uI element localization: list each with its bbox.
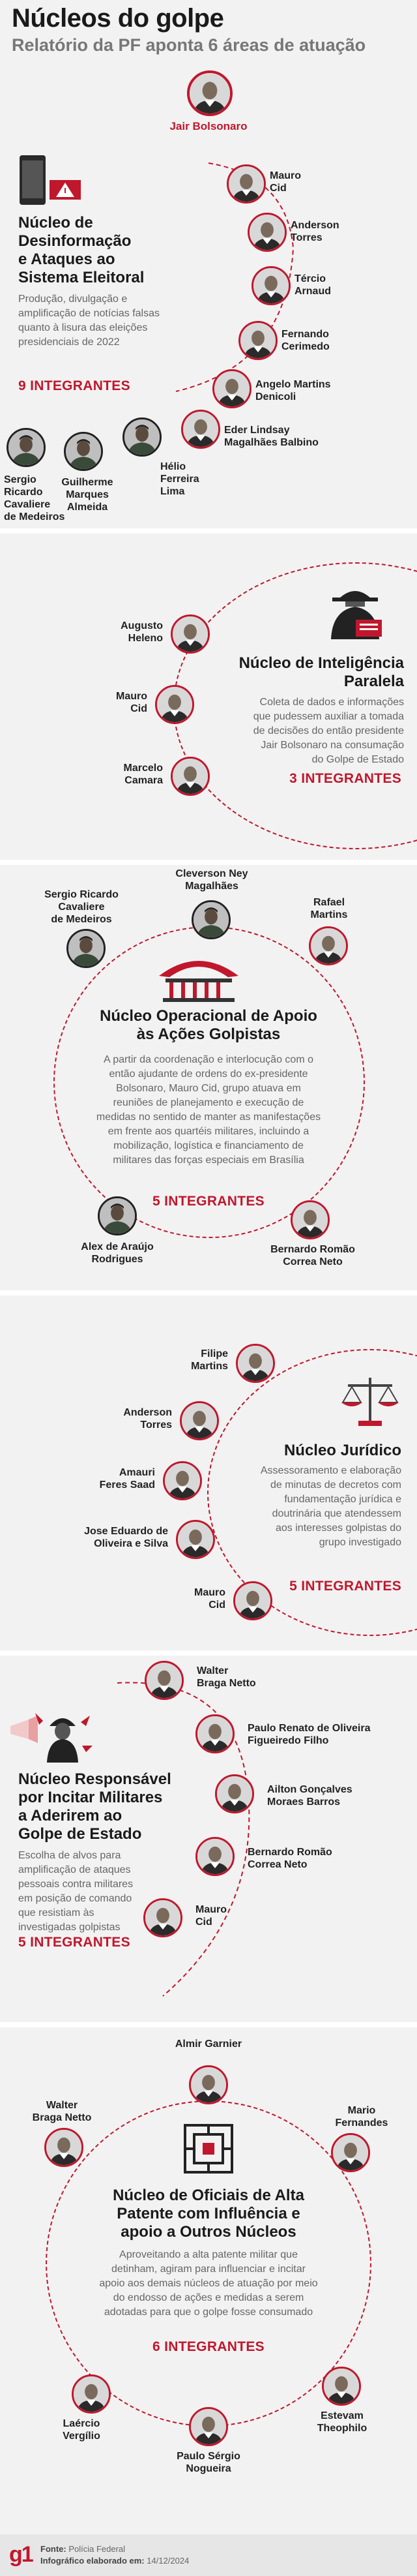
avatar-jose-eduardo-silva [176,1520,215,1559]
member-name: Ailton Gonçalves Moraes Barros [267,1784,352,1808]
nucleo-6-description: Aproveitando a alta patente militar que detinham, agiram para influenciar e incitar apoio aos demais núcleos de atuação por meio do endosso de ações e medidas a serem adotadas para que o golpe fosse consumado [99,2249,318,2318]
avatar-rafael-martins [309,926,348,965]
avatar-bernardo-correa-neto [291,1200,330,1239]
avatar-anderson-torres [248,213,287,252]
member-name: Amauri Feres Saad [99,1467,155,1491]
spy-icon [319,581,391,639]
member-name: Anderson Torres [123,1407,172,1431]
member-name: Mauro Cid [116,691,147,714]
member-name: Fernando Cerimedo [281,329,330,352]
avatar-bernardo-correa-neto [195,1837,235,1876]
scales-of-justice-icon [339,1374,401,1429]
avatar-walter-braga-netto [44,2128,83,2167]
nucleo-3-title: Núcleo Operacional de Apoio às Ações Golpistas [100,1007,317,1043]
avatar-mario-fernandes [331,2133,370,2172]
avatar-mauro-cid [143,1898,182,1937]
member-name: Eder Lindsay Magalhães Balbino [224,425,319,448]
member-name: Paulo Sérgio Nogueira [177,2451,240,2474]
member-name: Jose Eduardo de Oliveira e Silva [84,1526,168,1549]
portrait-icon [190,73,230,114]
nucleo-2-title: Núcleo de Inteligência Paralela [238,654,404,690]
member-name: Guilherme Marques Almeida [61,477,113,513]
nucleo-6-title: Núcleo de Oficiais de Alta Patente com Influência e apoio a Outros Núcleos [113,2187,304,2241]
avatar-laercio-vergilio [72,2374,111,2414]
member-name: Mauro Cid [194,1587,225,1611]
member-name: Hélio Ferreira Lima [160,461,199,497]
member-name: Paulo Renato de Oliveira Figueiredo Filho [248,1723,371,1746]
section-divider [0,2022,417,2027]
avatar-angelo-denicoli [212,369,252,408]
nucleo-5-title: Núcleo Responsável por Incitar Militares a Aderirem ao Golpe de Estado [18,1770,171,1843]
member-name: Anderson Torres [291,220,339,243]
avatar-sergio-medeiros [66,929,106,968]
member-name: Filipe Martins [191,1348,228,1372]
member-name: Marcelo Camara [123,763,163,786]
avatar-filipe-martins [236,1344,275,1383]
member-name: Angelo Martins Denicoli [255,379,331,402]
avatar-amauri-saad [163,1461,202,1500]
member-name: Mauro Cid [195,1904,227,1928]
avatar-anderson-torres [180,1401,219,1440]
avatar-mauro-cid [155,685,194,724]
nucleo-1-count: 9 INTEGRANTES [18,378,130,393]
member-name: Augusto Heleno [121,620,163,644]
avatar-jair-bolsonaro [187,70,233,116]
megaphone-soldier-icon [9,1706,94,1763]
member-name: Almir Garnier [175,2038,242,2050]
nucleo-4-count: 5 INTEGRANTES [289,1579,401,1594]
page-title: Núcleos do golpe [12,4,224,33]
avatar-paulo-sergio-nogueira [189,2407,228,2446]
avatar-mauro-cid [227,164,266,204]
avatar-ailton-barros [215,1774,254,1813]
avatar-almir-garnier [189,2065,228,2104]
nucleo-1-title: Núcleo de Desinformação e Ataques ao Sistema Eleitoral [18,214,145,286]
page-subtitle: Relatório da PF aponta 6 áreas de atuação [12,35,366,55]
avatar-fernando-cerimedo [238,321,278,360]
member-name: Laércio Vergílio [63,2418,100,2442]
nucleo-4-title: Núcleo Jurídico [283,1442,401,1459]
government-building-icon [156,950,241,1002]
member-name: Estevam Theophilo [317,2410,367,2434]
avatar-marcelo-camara [171,757,210,796]
nucleo-2-count: 3 INTEGRANTES [289,771,401,786]
footer-credit: Infográfico elaborado em: 14/12/2024 [40,2556,190,2566]
top-name: Jair Bolsonaro [169,120,248,132]
member-name: Walter Braga Netto [32,2100,92,2123]
nucleo-2-description: Coleta de dados e informações que pudessem auxiliar a tomada de decisões do então presidente Jair Bolsonaro na consumação do Golpe de Estado [253,697,404,765]
avatar-paulo-figueiredo-filho [195,1714,235,1753]
avatar-mauro-cid [233,1581,272,1620]
nucleo-6-count: 6 INTEGRANTES [152,2339,265,2354]
member-name: Rafael Martins [310,897,348,920]
member-name: Bernardo Romão Correa Neto [248,1847,332,1870]
member-name: Sergio Ricardo Cavaliere de Medeiros [4,474,65,523]
nucleo-4-description: Assessoramento e elaboração de minutas de decretos com fundamentação jurídica e doutrinária que atendessem aos interesses golpistas do grupo investigado [260,1465,401,1548]
avatar-eder-balbino [181,410,220,449]
avatar-walter-braga-netto [145,1661,184,1700]
avatar-guilherme-almeida [64,432,103,471]
member-name: Bernardo Romão Correa Neto [270,1244,355,1267]
section-divider [0,1290,417,1296]
avatar-estevam-theophilo [322,2367,361,2406]
member-name: Alex de Araújo Rodrigues [81,1241,154,1265]
nucleo-3-count: 5 INTEGRANTES [152,1194,265,1209]
member-name: Tércio Arnaud [295,273,331,297]
avatar-sergio-medeiros [7,428,46,467]
member-name: Mauro Cid [270,170,301,194]
avatar-alex-rodrigues [98,1196,137,1235]
avatar-augusto-heleno [171,614,210,654]
avatar-cleverson-magalhaes [192,900,231,939]
footer-source: Fonte: Polícia Federal [40,2544,126,2554]
network-target-icon [182,2123,235,2175]
nucleo-3-description: A partir da coordenação e interlocução com o então ajudante de ordens do ex-presidente Bolsonaro, Mauro Cid, grupo atuava em reuniões de planejamento e execução de medidas no sentido de manter as manifestações em frente aos quartéis militares, incluindo a mobilização, logística e financiamento de militares das forças especiais em Brasília [96,1054,321,1166]
section-divider [0,860,417,865]
section-divider [0,528,417,534]
avatar-helio-lima [122,417,162,457]
member-name: Sergio Ricardo Cavaliere de Medeiros [44,889,119,925]
nucleo-5-description: Escolha de alvos para amplificação de ataques pessoais contra militares em posição de comando que resistiam às investigadas golpistas [18,1850,134,1933]
member-name: Cleverson Ney Magalhães [175,868,248,892]
section-divider [0,1650,417,1656]
footer [0,2534,417,2576]
member-name: Mario Fernandes [335,2105,388,2129]
nucleo-1-description: Produção, divulgação e amplificação de notícias falsas quanto à lisura das eleições presidenciais de 2022 [18,294,160,348]
g1-logo: g1 [9,2542,33,2567]
avatar-tercio-arnaud [252,266,291,305]
nucleo-5-count: 5 INTEGRANTES [18,1935,130,1950]
member-name: Walter Braga Netto [197,1665,256,1689]
